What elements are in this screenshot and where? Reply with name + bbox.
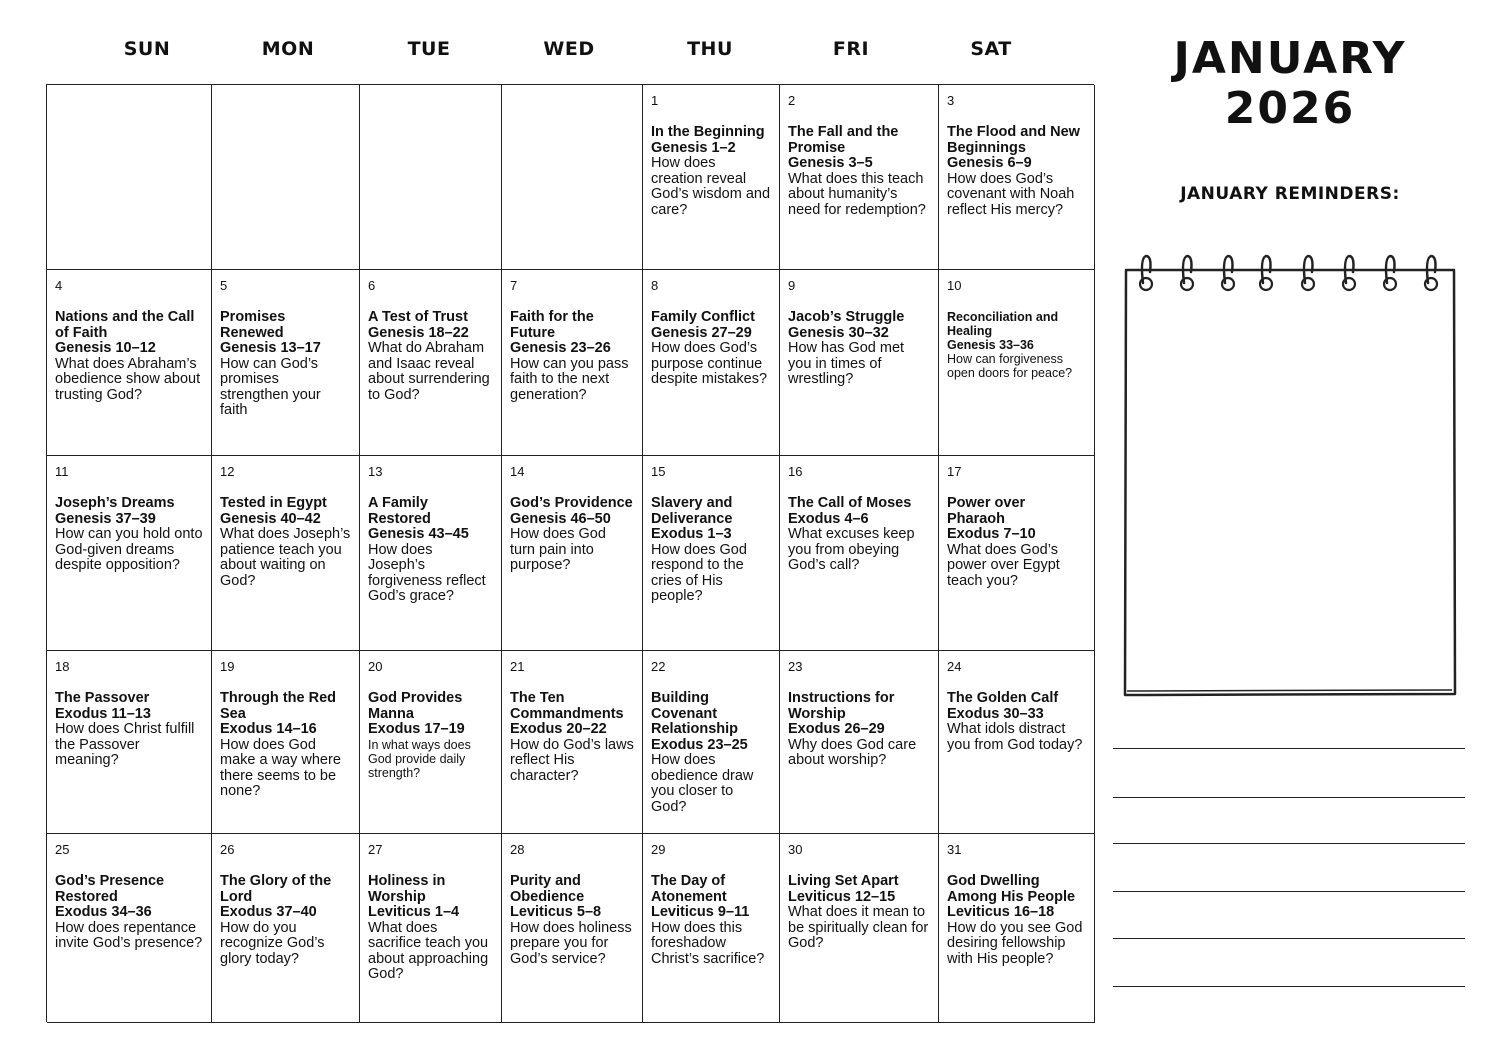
weekday-header-thu: THU [687,38,733,60]
reading-title: The Call of Moses [788,495,912,511]
month-name: JANUARY [1173,33,1407,84]
reading-title: Power over Pharaoh [947,495,1026,527]
day-number: 14 [510,464,525,479]
day-cell [939,85,1095,270]
scripture-reference: Exodus 37–40 [220,904,317,920]
notepad-icon [1118,250,1462,700]
day-cell [643,85,780,270]
weekday-header-tue: TUE [407,38,451,60]
year: 2026 [1224,83,1356,134]
reading-title: Purity and Obedience [510,873,585,905]
note-line[interactable] [1113,797,1465,798]
weekday-header-wed: WED [543,38,595,60]
reading-title: The Golden Calf [947,690,1059,706]
weekday-header-fri: FRI [832,38,870,60]
reflection-question: How can forgiveness open doors for peace? [947,352,1073,380]
day-number: 6 [368,278,376,293]
reading-title: Holiness in Worship [368,873,446,905]
reflection-question: How does God make a way where there seems to be none? [220,736,341,799]
scripture-reference: Exodus 14–16 [220,721,317,737]
scripture-reference: Leviticus 1–4 [368,904,460,920]
scripture-reference: Genesis 30–32 [788,324,889,341]
day-number [220,93,351,109]
reflection-question: What does this teach about humanity’s need for redemption? [788,170,926,218]
day-number: 3 [947,93,955,108]
day-cell [360,456,502,651]
reflection-question: How do you see God desiring fellowship with His people? [947,919,1083,967]
day-number: 19 [220,659,235,674]
reflection-question: How can you hold onto God-given dreams despite opposition? [55,526,203,573]
scripture-reference: Exodus 26–29 [788,721,885,737]
day-cell [780,270,939,456]
day-number: 12 [220,464,235,479]
day-cell [212,456,360,651]
scripture-reference: Leviticus 16–18 [947,904,1055,920]
reflection-question: How do God’s laws reflect His character? [510,736,634,784]
day-number: 9 [788,278,796,293]
scripture-reference: Genesis 27–29 [651,324,752,341]
day-cell [780,834,939,1023]
note-line[interactable] [1113,986,1465,987]
day-cell [643,651,780,834]
scripture-reference: Exodus 23–25 [651,736,748,753]
reflection-question: What does it mean to be spiritually clean for God? [788,904,929,951]
day-number: 16 [788,464,803,479]
day-number: 28 [510,842,525,857]
reading-title: The Fall and the Promise [788,124,899,156]
day-cell [643,456,780,651]
day-number: 23 [788,659,803,674]
reflection-question: What does sacrifice teach you about approaching God? [368,919,489,982]
scripture-reference: Genesis 43–45 [368,526,469,542]
reflection-question: How do you recognize God’s glory today? [220,919,325,967]
reading-title: Jacob’s Struggle [788,309,905,325]
reflection-question: How has God met you in times of wrestling? [788,340,905,387]
scripture-reference: Exodus 17–19 [368,721,465,737]
day-number: 18 [55,659,70,674]
scripture-reference: Exodus 34–36 [55,904,152,920]
calendar-grid [46,84,1094,1022]
reflection-question: How can God’s promises strengthen your faith [220,355,321,418]
day-cell [47,456,212,651]
day-cell [939,834,1095,1023]
scripture-reference: Leviticus 9–11 [651,904,750,920]
reading-title: The Glory of the Lord [220,873,332,905]
reflection-question: How does God’s purpose continue despite mistakes? [651,340,768,387]
reflection-question: How does Christ fulfill the Passover meaning? [55,721,195,768]
reading-title: Family Conflict [651,309,755,325]
reflection-question: How does holiness prepare you for God’s service? [510,919,632,967]
day-cell [502,85,643,270]
scripture-reference: Exodus 1–3 [651,526,732,542]
day-number: 27 [368,842,383,857]
scripture-reference: Exodus 30–33 [947,705,1044,722]
day-cell [47,85,212,270]
day-number [368,93,493,109]
reflection-question: Why does God care about worship? [788,736,917,768]
reading-title: Faith for the Future [510,309,594,341]
reading-title: God’s Presence Restored [55,873,165,905]
day-number: 29 [651,842,666,857]
day-number: 21 [510,659,525,674]
day-number: 1 [651,93,659,108]
day-cell [360,85,502,270]
day-cell [780,651,939,834]
day-number: 5 [220,278,228,293]
day-cell [212,651,360,834]
reading-title: In the Beginning [651,124,765,140]
day-number: 31 [947,842,962,857]
note-line[interactable] [1113,843,1465,844]
day-cell [780,85,939,270]
reflection-question: What does Abraham’s obedience show about trusting God? [55,355,201,403]
reading-title: The Day of Atonement [651,873,727,905]
day-cell [939,270,1095,456]
scripture-reference: Genesis 37–39 [55,510,156,527]
day-cell [502,456,643,651]
reflection-question: What does God’s power over Egypt teach you? [947,541,1060,589]
day-number [55,93,203,109]
reading-title: A Test of Trust [368,309,468,325]
weekday-header-mon: MON [261,38,315,60]
day-number: 2 [788,93,796,108]
day-cell [502,270,643,456]
day-number: 24 [947,659,962,674]
day-cell [939,456,1095,651]
reading-title: Nations and the Call of Faith [55,309,195,341]
reflection-question: What idols distract you from God today? [947,721,1083,753]
day-cell [212,270,360,456]
scripture-reference: Exodus 11–13 [55,705,151,722]
day-cell [212,834,360,1023]
scripture-reference: Genesis 3–5 [788,155,873,171]
reading-title: The Ten Commandments [510,690,624,722]
reading-title: Tested in Egypt [220,495,327,511]
month-title [1140,34,1440,134]
day-cell [47,270,212,456]
scripture-reference: Genesis 18–22 [368,324,469,341]
reflection-question: What excuses keep you from obeying God’s call? [788,526,915,573]
reflection-question: How does God turn pain into purpose? [510,526,606,573]
day-number: 10 [947,278,962,293]
reflection-question: How does God’s covenant with Noah reflect His mercy? [947,170,1075,218]
reflection-question: How can you pass faith to the next generation? [510,355,629,403]
scripture-reference: Genesis 10–12 [55,340,156,356]
reflection-question: How does Joseph’s forgiveness reflect God’s grace? [368,541,486,604]
reading-title: Building Covenant Relationship [651,690,739,737]
reading-title: Slavery and Deliverance [651,495,733,527]
reflection-question: How does creation reveal God’s wisdom and care? [651,155,771,218]
scripture-reference: Exodus 7–10 [947,526,1036,542]
reading-title: The Passover [55,690,150,706]
day-number: 15 [651,464,666,479]
day-number: 4 [55,278,63,293]
day-cell [360,270,502,456]
day-cell [643,270,780,456]
day-cell [780,456,939,651]
note-line[interactable] [1113,748,1465,749]
reading-title: Reconciliation and Healing [947,310,1059,338]
reflection-question: How does this foreshadow Christ’s sacrifice? [651,919,765,967]
reading-title: Promises Renewed [220,309,286,341]
reading-title: Joseph’s Dreams [55,495,175,511]
reflection-question: What does Joseph’s patience teach you about waiting on God? [220,526,351,589]
weekday-header-sat: SAT [970,38,1012,60]
reflection-question: How does repentance invite God’s presence? [55,919,203,951]
scripture-reference: Genesis 40–42 [220,510,321,527]
day-cell [502,651,643,834]
scripture-reference: Genesis 23–26 [510,340,611,356]
scripture-reference: Genesis 13–17 [220,340,321,356]
day-cell [360,651,502,834]
reading-title: The Flood and New Beginnings [947,124,1080,156]
day-number: 7 [510,278,518,293]
day-number: 17 [947,464,962,479]
note-line[interactable] [1113,938,1465,939]
day-number: 8 [651,278,659,293]
scripture-reference: Genesis 33–36 [947,338,1034,352]
day-cell [47,834,212,1023]
reflection-question: What do Abraham and Isaac reveal about surrendering to God? [368,340,490,403]
weekday-header-sun: SUN [123,38,171,60]
day-number: 22 [651,659,666,674]
day-cell [643,834,780,1023]
reflection-question: In what ways does God provide daily strength? [368,737,471,780]
reading-title: Instructions for Worship [788,690,895,722]
day-cell [212,85,360,270]
scripture-reference: Leviticus 12–15 [788,888,896,905]
day-number: 11 [55,464,69,479]
reflection-question: How does God respond to the cries of His people? [651,541,747,604]
day-number [510,93,634,109]
day-cell [360,834,502,1023]
reminders-heading: JANUARY REMINDERS: [1180,184,1400,204]
scripture-reference: Leviticus 5–8 [510,904,602,920]
scripture-reference: Exodus 20–22 [510,721,607,737]
scripture-reference: Genesis 6–9 [947,155,1032,171]
day-number: 26 [220,842,235,857]
day-number: 25 [55,842,70,857]
reading-title: God Dwelling Among His People [947,873,1076,905]
note-line[interactable] [1113,891,1465,892]
scripture-reference: Genesis 1–2 [651,139,736,156]
day-number: 20 [368,659,383,674]
reading-title: God’s Providence [510,495,633,511]
reading-title: A Family Restored [368,495,431,527]
day-cell [47,651,212,834]
day-cell [939,651,1095,834]
day-number: 13 [368,464,383,479]
reading-title: God Provides Manna [368,690,463,722]
scripture-reference: Genesis 46–50 [510,510,611,527]
reflection-question: How does obedience draw you closer to God? [651,752,754,815]
day-cell [502,834,643,1023]
reading-title: Through the Red Sea [220,690,336,722]
day-number: 30 [788,842,803,857]
reading-title: Living Set Apart [788,873,899,889]
scripture-reference: Exodus 4–6 [788,510,869,527]
